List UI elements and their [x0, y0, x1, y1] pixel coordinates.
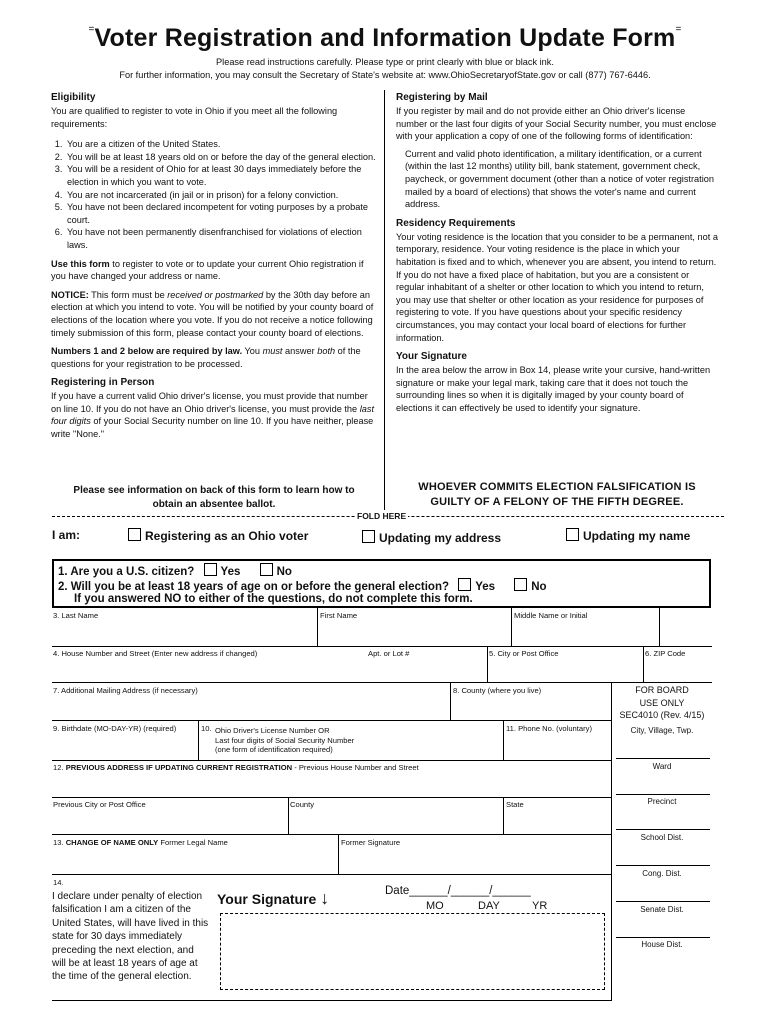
questions-note: If you answered NO to either of the questions, do not complete this form.: [74, 593, 473, 605]
col-line-right: [659, 608, 660, 646]
your-signature-label: [217, 888, 329, 909]
eligibility-intro: You are qualified to register to vote in Ohio if you meet all the following requirements:: [51, 106, 338, 129]
col-line-license: [198, 720, 199, 760]
option-update-address[interactable]: [362, 530, 501, 545]
numbers-must: must: [262, 346, 283, 357]
former-signature-field[interactable]: Former Signature: [341, 838, 401, 847]
board-slot-ward: Ward: [652, 762, 672, 771]
notice-b: by the 30th day before an election at which you intend to vote. You will be notified by your county board of elections of the location where you vote. If you do not receive a notice following timely submission of this form, please contact your county board of elections.: [51, 289, 374, 338]
page-title: [0, 24, 770, 53]
name-change-bold: CHANGE OF NAME ONLY: [65, 838, 159, 847]
q1-yes-checkbox[interactable]: [204, 563, 217, 576]
question-2: [58, 578, 547, 593]
col-line-middle: [511, 608, 512, 646]
row-line-14: [52, 1000, 612, 1001]
absentee-note: Please see information on back of this form to learn how to obtain an absentee ballot.: [73, 485, 355, 510]
license-line-1: Ohio Driver's License Number OR: [215, 726, 330, 735]
board-line-2: USE ONLY: [639, 697, 685, 708]
signature-heading: Your Signature: [396, 351, 467, 363]
option-registering[interactable]: [128, 528, 308, 543]
update-name-checkbox[interactable]: [566, 528, 579, 541]
down-arrow-icon: ↓: [320, 888, 330, 908]
q1-no-label: No: [276, 566, 292, 578]
numbers-b: answer: [282, 346, 318, 357]
col-line-first: [317, 608, 318, 646]
board-slot-line: [616, 794, 710, 795]
prev-rest: - Previous House Number and Street: [292, 763, 419, 772]
license-line-2: Last four digits of Social Security Number: [215, 735, 355, 745]
requirement-item: 3. You will be a resident of Ohio for at least 30 days immediately before the election in which you want to vote.: [65, 163, 379, 188]
left-column: [51, 92, 379, 441]
mail-heading: Registering by Mail: [396, 92, 488, 103]
q1-text: 1. Are you a U.S. citizen?: [58, 566, 195, 578]
date-yr: YR: [532, 900, 548, 912]
instructions-line-1: Please read instructions carefully. Please type or print clearly with blue or black ink.: [216, 57, 554, 67]
date-mo: MO: [426, 900, 444, 912]
q2-text: 2. Will you be at least 18 years of age on or before the general election?: [58, 581, 450, 593]
board-line-1: FOR BOARD: [635, 685, 689, 695]
col-line-zip: [643, 646, 644, 682]
date-field[interactable]: Date______/______/______: [385, 885, 531, 897]
requirement-item: 6. You have not been permanently disenfranchised for violations of election laws.: [65, 226, 379, 251]
former-name-field[interactable]: [53, 838, 228, 847]
mailing-address-field[interactable]: 7. Additional Mailing Address (if necessary): [53, 686, 198, 695]
use-form-paragraph: [51, 258, 379, 283]
option-update-name[interactable]: [566, 528, 690, 543]
q1-yes[interactable]: [204, 566, 241, 578]
in-person-italic: last four digits: [51, 403, 375, 427]
column-divider: [384, 90, 385, 510]
board-line-3: SEC4010 (Rev. 4/15): [619, 710, 705, 720]
q2-yes-label: Yes: [475, 581, 496, 593]
in-person-b: of your Social Security number on line 10. If you have neither, please write "None.": [51, 416, 374, 440]
numbers-c: of the questions for your registration to be processed.: [51, 346, 361, 369]
county-field[interactable]: 8. County (where you live): [453, 686, 542, 695]
title-mark-right: =: [675, 24, 682, 35]
apt-lot-field[interactable]: Apt. or Lot #: [368, 649, 410, 658]
col-line-phone: [503, 720, 504, 760]
q1-no-checkbox[interactable]: [260, 563, 273, 576]
warning-line-1: WHOEVER COMMITS ELECTION FALSIFICATION IS: [418, 481, 696, 493]
row-line-7: [52, 720, 612, 721]
update-address-label: Updating my address: [379, 531, 502, 545]
update-address-checkbox[interactable]: [362, 530, 375, 543]
mail-id-list: Current and valid photo identification, a military identification, or a current (within the last 12 months) utility bill, bank statement, government check, paycheck, or government document (other than a notice of voter registration mailed by a board of elections) that shows the voter's name and current address.: [405, 148, 714, 210]
notice-bold: NOTICE:: [51, 289, 89, 300]
q1-yes-label: Yes: [220, 566, 241, 578]
signature-box[interactable]: [220, 913, 605, 990]
row-line-4: [52, 682, 712, 683]
box-14-label: 14.: [53, 878, 64, 887]
first-name-field[interactable]: First Name: [320, 611, 358, 620]
in-person-a: If you have a current valid Ohio driver's license, you must provide that number on line 10. If you do not have an Ohio driver's license, you must provide the: [51, 391, 368, 414]
board-slot-cong: Cong. Dist.: [642, 869, 682, 878]
date-day: DAY: [478, 900, 500, 912]
registering-label: Registering as an Ohio voter: [145, 529, 309, 543]
notice-italic: received or postmarked: [167, 289, 264, 300]
instructions-line-2: For further information, you may consult the Secretary of State's website at: www.OhioSecretaryofState.gov or call (877) 767-6446.: [119, 70, 651, 80]
phone-field[interactable]: 11. Phone No. (voluntary): [506, 724, 592, 733]
city-field[interactable]: 5. City or Post Office: [489, 649, 559, 658]
board-slot-city: City, Village, Twp.: [630, 726, 694, 735]
in-person-heading: Registering in Person: [51, 377, 155, 389]
license-field[interactable]: [215, 726, 354, 755]
board-use-header: [612, 684, 712, 722]
in-person-paragraph: [51, 390, 379, 440]
col-line-prev-state: [503, 797, 504, 834]
house-street-field[interactable]: 4. House Number and Street (Enter new address if changed): [53, 649, 258, 658]
previous-state-field[interactable]: State: [506, 800, 524, 809]
eligibility-heading: Eligibility: [51, 92, 96, 103]
signature-text: In the area below the arrow in Box 14, please write your cursive, hand-written signature or make your legal mark, taking care that it does not touch the surrounding lines so when it is digitally imaged by your county board of elections it can effectively be used to identify your signature.: [396, 365, 711, 413]
prev-bold: PREVIOUS ADDRESS IF UPDATING CURRENT REGISTRATION: [65, 763, 293, 772]
q2-yes[interactable]: [458, 581, 495, 593]
question-1: [58, 563, 292, 578]
license-number-label: 10.: [201, 724, 212, 733]
warning-line-2: GUILTY OF A FELONY OF THE FIFTH DEGREE.: [430, 496, 684, 508]
numbers-bold: Numbers 1 and 2 below are required by law.: [51, 346, 243, 357]
notice-a: This form must be: [88, 289, 168, 300]
board-slot-line: [616, 865, 710, 866]
birthdate-field[interactable]: 9. Birthdate (MO-DAY-YR) (required): [53, 724, 177, 733]
residency-text: Your voting residence is the location that you consider to be a permanent, not a temporary, residence. Your voting residence is the place in which your habitation is fixed and to which, whenever you are absent, you intend to return. If you do not have a fixed place of habitation, but you are a consistent or regular inhabitant of a shelter or other location to which you intend to return, you may use that shelter or other location as your residence for purposes of registering to vote. If you have questions about your specific residency circumstances, you may contact your local board of elections for further information.: [396, 231, 718, 343]
title-mark-left: =: [88, 24, 95, 35]
your-signature-text: Your Signature: [217, 891, 317, 907]
requirement-item: 1. You are a citizen of the United States.: [65, 138, 379, 151]
title-text: Voter Registration and Information Update Form: [94, 24, 676, 52]
registering-checkbox[interactable]: [128, 528, 141, 541]
board-slot-senate: Senate Dist.: [640, 905, 684, 914]
board-slot-line: [616, 758, 710, 759]
board-slot-line: [616, 937, 710, 938]
row-line-3: [52, 646, 712, 647]
numbers-paragraph: [51, 345, 379, 370]
name-change-rest: Former Legal Name: [158, 838, 228, 847]
iam-label: I am:: [52, 528, 81, 542]
license-line-3: (one form of identification required): [215, 745, 333, 755]
numbers-both: both: [317, 346, 336, 357]
residency-heading: Residency Requirements: [396, 217, 516, 229]
row-line-9: [52, 760, 612, 761]
mail-text: If you register by mail and do not provide either an Ohio driver's license number or the last four digits of your Social Security number, you must enclose with your application a copy of one of the following forms of identification:: [396, 106, 717, 142]
board-slot-house: House Dist.: [641, 940, 683, 949]
requirement-item: 4. You are not incarcerated (in jail or in prison) for a felony conviction.: [65, 189, 379, 202]
zip-field[interactable]: 6. ZIP Code: [645, 649, 686, 658]
previous-address-field[interactable]: [53, 763, 419, 772]
q2-no-checkbox[interactable]: [514, 578, 527, 591]
declaration-text: I declare under penalty of election falsification I am a citizen of the United States, will have lived in this state for 30 days immediately preceding the next election, and will be at least 18 years of age at the time of the general election.: [52, 891, 209, 983]
name-change-num: 13.: [53, 838, 64, 847]
q2-no[interactable]: [514, 581, 546, 593]
felony-warning: [396, 480, 718, 510]
requirement-item: 2. You will be at least 18 years old on or before the day of the general election.: [65, 151, 379, 164]
previous-city-field[interactable]: Previous City or Post Office: [53, 800, 146, 809]
board-slot-school: School Dist.: [640, 833, 684, 842]
row-line-prev-city: [52, 834, 612, 835]
col-line-prev-county: [288, 797, 289, 834]
col-line-city: [487, 646, 488, 682]
update-name-label: Updating my name: [583, 529, 691, 543]
requirement-item: 5. You have not been declared incompetent for voting purposes by a probate court.: [65, 201, 379, 226]
right-column: [396, 92, 718, 414]
col-line-county: [450, 682, 451, 720]
middle-name-field[interactable]: Middle Name or Initial: [514, 611, 588, 620]
notice-paragraph: [51, 289, 379, 339]
last-name-field[interactable]: 3. Last Name: [53, 611, 99, 620]
board-slot-line: [616, 901, 710, 902]
q1-no[interactable]: [260, 566, 292, 578]
row-line-13: [52, 874, 612, 875]
q2-no-label: No: [531, 581, 547, 593]
fold-here-label: FOLD HERE: [357, 511, 407, 521]
board-slot-precinct: Precinct: [647, 797, 677, 806]
q2-yes-checkbox[interactable]: [458, 578, 471, 591]
numbers-a: You: [242, 346, 263, 357]
use-form-bold: Use this form: [51, 258, 110, 269]
col-line-former-sig: [338, 834, 339, 874]
previous-county-field[interactable]: County: [290, 800, 315, 809]
use-form-rest: to register to vote or to update your current Ohio registration if you have changed your address or name.: [51, 258, 364, 282]
board-slot-line: [616, 829, 710, 830]
row-line-12: [52, 797, 612, 798]
requirements-list: [51, 138, 379, 251]
prev-num: 12.: [53, 763, 64, 772]
